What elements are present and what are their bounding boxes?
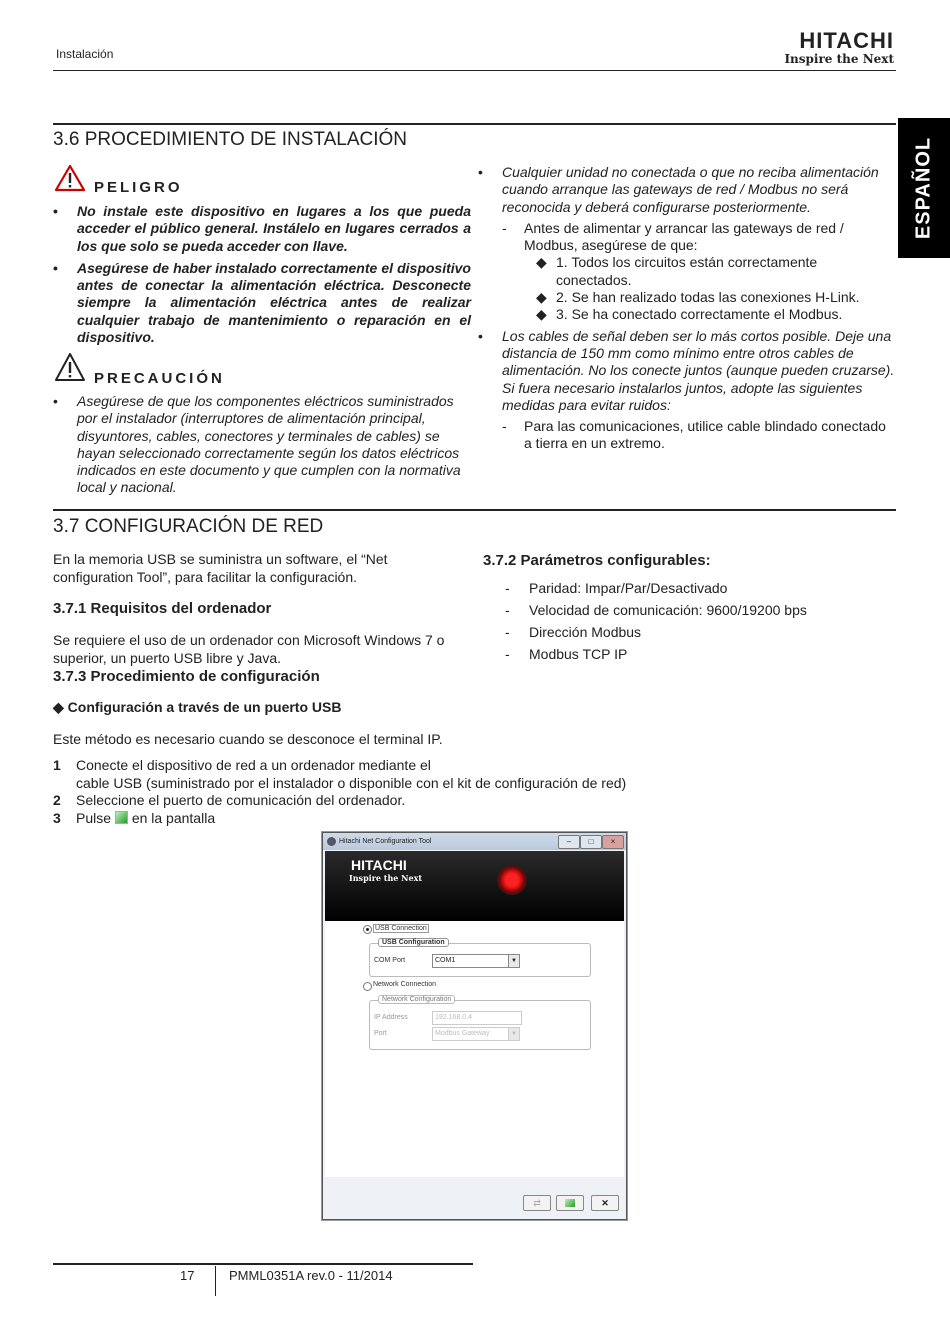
subsection-title-371: 3.7.1 Requisitos del ordenador — [53, 600, 272, 617]
app-window-screenshot — [322, 832, 627, 1220]
footer-rule — [53, 1263, 473, 1265]
window-titlebar — [323, 833, 626, 850]
app-banner — [325, 851, 624, 921]
step-1: 1 Conecte el dispositivo de red a un ordenador mediante el cable USB (suministrado por el instalador o disponible con el kit de configuración de red) — [53, 757, 627, 791]
usb-connection-label: USB Connection — [375, 925, 427, 932]
subsection-title-373: 3.7.3 Procedimiento de configuración — [53, 668, 320, 685]
footer-divider — [215, 1266, 216, 1296]
document-code: PMML0351A rev.0 - 11/2014 — [229, 1268, 393, 1283]
diamond-bullet-icon: ◆ — [536, 254, 547, 271]
port-label: Port — [374, 1030, 387, 1037]
right-item-2: • Los cables de señal deben ser lo más cortos posible. Deje una distancia de 150 mm como mínimo entre otros cables de alimentación. No los conecte juntos (aunque pueden cruzarse). Si fuera necesario instalarlos juntos, adopte las siguientes medidas para evitar ruidos: — [478, 327, 895, 413]
connect-button[interactable] — [556, 1195, 584, 1211]
disconnect-button[interactable] — [523, 1195, 551, 1211]
danger-item-2: • Asegúrese de haber instalado correctamente el dispositivo antes de conectar la alimentación eléctrica. Desconecte siempre la alimentación eléctrica antes de realizar cualquier trabajo de mantenimiento o reparación en el dispositivo. — [53, 259, 471, 346]
diamond-bullet-icon: ◆ — [536, 306, 547, 323]
intro-text: En la memoria USB se suministra un software, el “Net configuration Tool”, para facilitar la configuración. — [53, 551, 388, 585]
param-item: - Dirección Modbus — [505, 624, 642, 640]
app-content — [325, 921, 624, 1177]
chevron-down-icon: ▼ — [508, 955, 519, 967]
danger-list — [53, 203, 471, 346]
check-item-1: ◆ 1. Todos los circuitos están correctamente conectados. — [536, 254, 818, 288]
hitachi-logo — [784, 30, 894, 66]
com-port-label: COM Port — [374, 957, 406, 964]
param-item: - Modbus TCP IP — [505, 646, 628, 662]
section-title-36: 3.6 PROCEDIMIENTO DE INSTALACIÓN — [53, 129, 408, 150]
port-select[interactable]: Modbus Gateway ▼ — [432, 1027, 520, 1041]
connect-icon — [565, 1199, 575, 1207]
window-title: Hitachi Net Configuration Tool — [339, 838, 432, 845]
app-tagline: Inspire the Next — [349, 873, 423, 883]
steps-list — [53, 757, 693, 827]
network-configuration-group — [369, 996, 591, 1050]
danger-item-1: • No instale este dispositivo en lugares a los que pueda acceder el público general. Instálelo en lugares cerrados a los que solo se pueda acceder con llave. — [53, 203, 471, 254]
language-tab — [898, 118, 950, 258]
brand-tagline: Inspire the Next — [784, 52, 894, 66]
network-connection-radio[interactable] — [363, 982, 372, 991]
brand-name: HITACHI — [799, 28, 894, 53]
diamond-bullet-icon: ◆ — [53, 699, 68, 715]
close-icon: ✕ — [601, 1198, 609, 1208]
disconnect-icon: ⇄ — [533, 1198, 541, 1208]
usb-heading: ◆ Configuración a través de un puerto USB — [53, 699, 342, 715]
usb-connection-radio[interactable] — [363, 925, 372, 934]
app-logo: HITACHI — [351, 857, 407, 873]
section-rule-37 — [53, 509, 896, 511]
caution-warning-icon — [54, 352, 86, 382]
right-sub-1: - Antes de alimentar y arrancar las gateways de red / Modbus, asegúrese de que: — [502, 219, 844, 254]
danger-title: PELIGRO — [94, 179, 183, 196]
chevron-down-icon: ▼ — [508, 1028, 519, 1040]
params-list — [505, 577, 807, 665]
check-item-2: ◆ 2. Se han realizado todas las conexiones H-Link. — [536, 289, 860, 306]
header-section-name: Instalación — [56, 47, 114, 61]
app-icon — [327, 837, 336, 846]
minimize-icon[interactable]: – — [558, 835, 580, 849]
requirements-text: Se requiere el uso de un ordenador con Microsoft Windows 7 o superior, un puerto USB libre y Java. — [53, 632, 445, 666]
red-orb-icon — [497, 865, 527, 895]
right-sub-2: - Para las comunicaciones, utilice cable blindado conectado a tierra en un extremo. — [502, 418, 886, 452]
usb-intro: Este método es necesario cuando se desconoce el terminal IP. — [53, 731, 443, 747]
caution-title: PRECAUCIÓN — [94, 370, 225, 387]
ip-address-input[interactable]: 192.168.0.4 — [432, 1011, 522, 1025]
param-item: - Paridad: Impar/Par/Desactivado — [505, 580, 728, 596]
maximize-icon[interactable]: □ — [580, 835, 602, 849]
language-tab-label: ESPAÑOL — [912, 136, 935, 240]
section-title-37: 3.7 CONFIGURACIÓN DE RED — [53, 516, 324, 537]
step-3: 3 Pulse en la pantalla — [53, 809, 216, 826]
param-item: - Velocidad de comunicación: 9600/19200 bps — [505, 602, 807, 618]
page-number: 17 — [180, 1268, 195, 1283]
ip-address-label: IP Address — [374, 1014, 408, 1021]
subsection-title-372: 3.7.2 Parámetros configurables: — [483, 552, 711, 569]
close-button[interactable] — [591, 1195, 619, 1211]
header-rule — [53, 70, 896, 71]
right-item-1: • Cualquier unidad no conectada o que no reciba alimentación cuando arranque las gateways de red / Modbus no será reconocida y deberá configurarse posteriormente. - Antes de alimentar y arrancar las gateways de red / Modbus, asegúrese de que: ◆ 1. Todos los circuitos están correctamente conectados. ◆ 2. Se han realizado todas las conexiones H-Link. ◆ 3. Se ha conectado correctamente el Modbus. • Los cables de señal deben ser lo más cortos posible. Deje una distancia de 150 mm como mínimo entre otros cables de alimentación. No los conecte juntos (aunque pueden cruzarse). Si fuera necesario instalarlos juntos, adopte las siguientes medidas para evitar ruidos: - Para las comunicaciones, utilice cable blindado conectado a tierra en un extremo. — [478, 164, 895, 452]
com-port-select[interactable]: COM1 ▼ — [432, 954, 520, 968]
section-rule-36 — [53, 123, 896, 125]
usb-configuration-title: USB Configuration — [378, 938, 449, 947]
step-2: 2 Seleccione el puerto de comunicación del ordenador. — [53, 792, 406, 808]
network-configuration-title: Network Configuration — [378, 995, 455, 1004]
close-icon[interactable]: × — [602, 835, 624, 849]
caution-item: • Asegúrese de que los componentes eléctricos suministrados por el instalador (interruptores de alimentación principal, disyuntores, cables, conectores y terminales de cables) se hayan seleccionado correctamente según los datos eléctricos indicados en este documento y que cumplen con la normativa local y nacional. — [53, 393, 461, 496]
check-item-3: ◆ 3. Se ha conectado correctamente el Modbus. — [536, 306, 843, 323]
danger-warning-icon — [54, 164, 86, 192]
connect-icon — [115, 811, 128, 824]
network-connection-label: Network Connection — [373, 981, 437, 988]
check-list — [478, 254, 896, 323]
usb-configuration-group — [369, 939, 591, 977]
diamond-bullet-icon: ◆ — [536, 289, 547, 306]
